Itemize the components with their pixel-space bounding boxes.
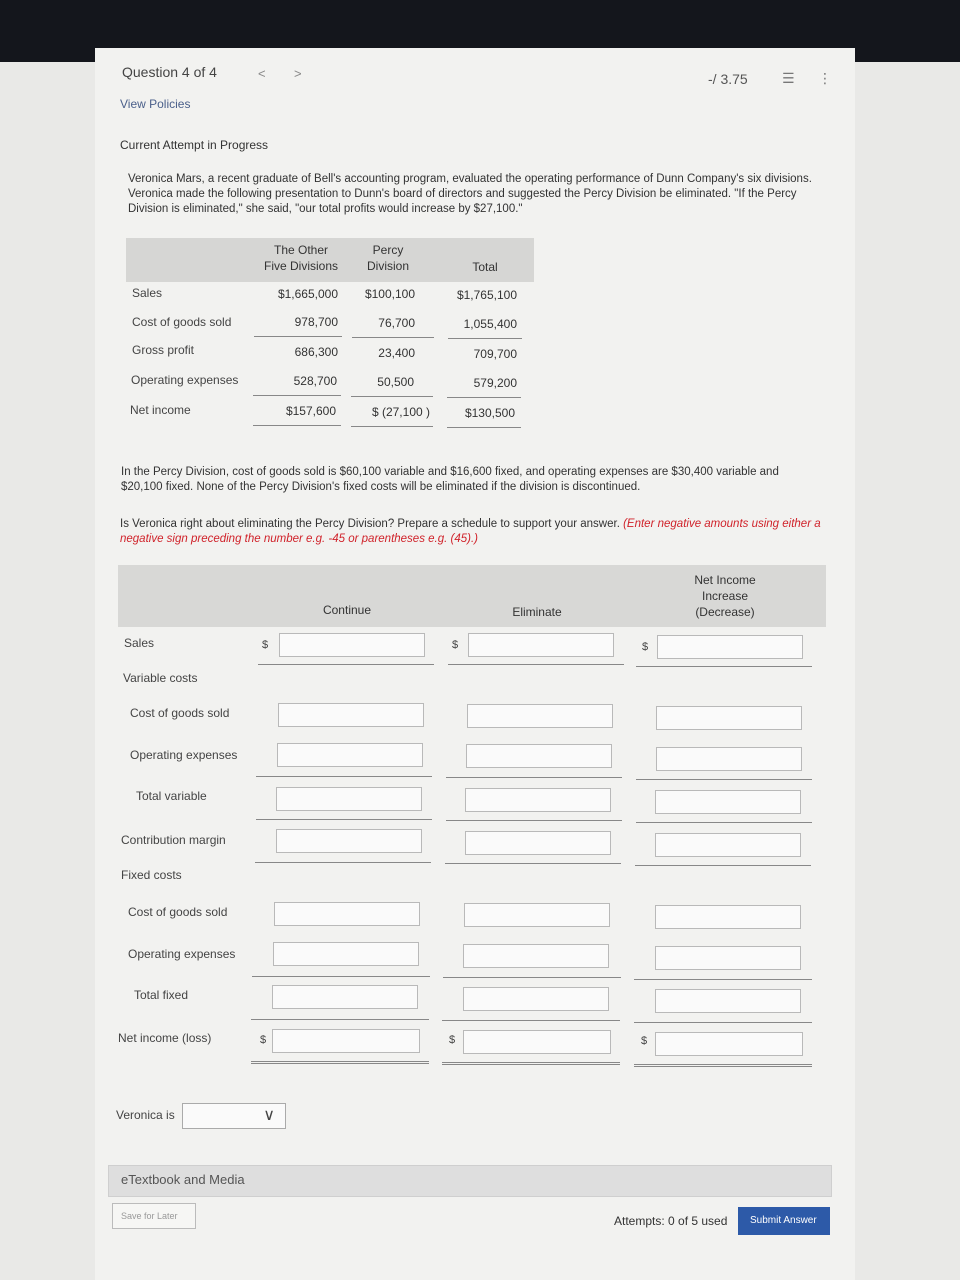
net-income-eliminate-input[interactable] <box>463 1030 611 1054</box>
currency-symbol: $ <box>642 641 649 653</box>
fix-cogs-eliminate-input[interactable] <box>464 903 610 927</box>
total-fixed-net-input[interactable] <box>655 989 801 1013</box>
underline <box>443 977 621 978</box>
question-counter: Question 4 of 4 <box>122 64 217 80</box>
given-cell: 50,500 <box>377 375 414 389</box>
underline <box>636 666 812 667</box>
negative-amount-instruction: (Enter negative amounts using either a negative sign preceding the number e.g. -45 or parentheses e.g. (45).) <box>120 518 821 545</box>
header-line: The Other <box>273 243 329 257</box>
save-for-later-label: Save for Later <box>121 1211 178 1221</box>
submit-answer-button[interactable] <box>738 1207 830 1235</box>
double-underline <box>447 427 521 428</box>
total-variable-continue-input[interactable] <box>276 787 422 811</box>
var-opex-continue-input[interactable] <box>277 743 423 767</box>
underline <box>351 396 433 397</box>
attempts-counter: Attempts: 0 of 5 used <box>614 1214 728 1228</box>
schedule-label-fix-cogs: Cost of goods sold <box>128 905 228 919</box>
given-cell: 978,700 <box>294 315 338 329</box>
fix-opex-eliminate-input[interactable] <box>463 944 609 968</box>
given-cell: $100,100 <box>364 287 415 301</box>
underline <box>448 664 624 665</box>
given-cell: 76,700 <box>378 316 415 330</box>
total-fixed-eliminate-input[interactable] <box>463 987 609 1011</box>
schedule-label-net-income: Net income (loss) <box>118 1031 212 1045</box>
contribution-margin-eliminate-input[interactable] <box>465 831 611 855</box>
given-row-label: Operating expenses <box>131 373 239 387</box>
total-variable-eliminate-input[interactable] <box>465 788 611 812</box>
cost-behavior-note: In the Percy Division, cost of goods sold is $60,100 variable and $16,600 fixed, and operating expenses are $30,400 variable and $20,100 fixed. None of the Percy Division's fixed costs will be eliminated if the division is discontinued. <box>121 466 779 493</box>
schedule-label-fixed-costs: Fixed costs <box>121 868 182 882</box>
schedule-label-var-cogs: Cost of goods sold <box>130 706 230 720</box>
currency-symbol: $ <box>260 1034 267 1046</box>
double-underline <box>253 425 341 426</box>
given-cell: 686,300 <box>294 345 338 359</box>
more-options-icon[interactable]: ⋮ <box>818 70 832 86</box>
underline <box>252 976 430 977</box>
next-question-icon[interactable]: > <box>294 66 302 81</box>
column-header-eliminate: Eliminate <box>512 605 562 619</box>
underline <box>256 776 432 777</box>
fix-cogs-continue-input[interactable] <box>274 902 420 926</box>
currency-symbol: $ <box>452 639 459 651</box>
column-header-other-divisions <box>258 242 344 274</box>
fix-cogs-net-input[interactable] <box>655 905 801 929</box>
column-header-total: Total <box>472 260 498 274</box>
var-cogs-eliminate-input[interactable] <box>467 704 613 728</box>
underline <box>445 863 621 864</box>
underline <box>253 395 341 396</box>
column-header-continue: Continue <box>322 603 372 617</box>
attempt-status: Current Attempt in Progress <box>120 138 269 152</box>
etextbook-media-label: eTextbook and Media <box>121 1172 245 1187</box>
total-fixed-continue-input[interactable] <box>272 985 418 1009</box>
schedule-label-var-opex: Operating expenses <box>130 748 238 762</box>
sales-net-input[interactable] <box>657 635 803 659</box>
contribution-margin-net-input[interactable] <box>655 833 801 857</box>
given-row-label: Cost of goods sold <box>132 315 232 329</box>
question-prompt <box>120 517 840 547</box>
etextbook-media-panel[interactable] <box>108 1165 832 1197</box>
total-variable-net-input[interactable] <box>655 790 801 814</box>
save-for-later-button[interactable] <box>112 1203 196 1229</box>
underline <box>256 819 432 820</box>
submit-answer-label: Submit Answer <box>750 1215 817 1226</box>
given-row-label: Sales <box>132 286 163 300</box>
given-cell: $130,500 <box>464 406 515 420</box>
given-cell: 579,200 <box>473 376 517 390</box>
given-cell: $157,600 <box>285 404 336 418</box>
header-line: Percy <box>372 243 404 257</box>
var-opex-eliminate-input[interactable] <box>466 744 612 768</box>
schedule-label-variable-costs: Variable costs <box>123 671 198 685</box>
header-line: Increase <box>701 589 749 603</box>
underline <box>634 1022 812 1023</box>
double-underline <box>442 1062 620 1065</box>
underline <box>258 664 434 665</box>
schedule-label-sales: Sales <box>124 636 155 650</box>
var-cogs-net-input[interactable] <box>656 706 802 730</box>
given-cell: 709,700 <box>473 347 517 361</box>
problem-statement: Veronica Mars, a recent graduate of Bell's accounting program, evaluated the operating performance of Dunn Company's six divisions. Veronica made the following presentation to Dunn's board of directors and suggested the Percy Division be eliminated. "If the Percy Division is eliminated," she said, "our total profits would increase by $27,100." <box>128 173 812 215</box>
sales-eliminate-input[interactable] <box>468 633 614 657</box>
var-opex-net-input[interactable] <box>656 747 802 771</box>
given-cell: $1,765,100 <box>456 288 517 302</box>
fix-opex-net-input[interactable] <box>655 946 801 970</box>
underline <box>352 337 434 338</box>
header-line: Division <box>366 259 409 273</box>
given-cell: $ (27,100 ) <box>371 405 430 419</box>
list-icon[interactable]: ☰ <box>782 70 795 86</box>
currency-symbol: $ <box>641 1035 648 1047</box>
given-cell: 528,700 <box>293 374 337 388</box>
view-policies-link[interactable]: View Policies <box>120 97 191 111</box>
double-underline <box>251 1061 429 1064</box>
header-line: Five Divisions <box>263 259 338 273</box>
contribution-margin-continue-input[interactable] <box>276 829 422 853</box>
double-underline <box>634 1064 812 1067</box>
net-income-continue-input[interactable] <box>272 1029 420 1053</box>
previous-question-icon[interactable]: < <box>258 66 266 81</box>
fix-opex-continue-input[interactable] <box>273 942 419 966</box>
column-header-net-income <box>676 572 774 620</box>
net-income-net-input[interactable] <box>655 1032 803 1056</box>
column-header-percy-division <box>356 242 420 274</box>
given-cell: 1,055,400 <box>463 317 517 331</box>
double-underline <box>351 426 433 427</box>
schedule-label-fix-opex: Operating expenses <box>128 947 236 961</box>
underline <box>442 1020 620 1021</box>
underline <box>448 338 522 339</box>
underline <box>254 336 342 337</box>
question-text: Is Veronica right about eliminating the Percy Division? Prepare a schedule to support your answer. <box>120 518 620 530</box>
sales-continue-input[interactable] <box>279 633 425 657</box>
veronica-is-label: Veronica is <box>116 1108 175 1122</box>
underline <box>635 865 811 866</box>
schedule-label-total-fixed: Total fixed <box>134 988 189 1002</box>
currency-symbol: $ <box>449 1034 456 1046</box>
underline <box>447 397 521 398</box>
underline <box>446 820 622 821</box>
header-line: (Decrease) <box>695 605 755 619</box>
given-cell: $1,665,000 <box>277 287 338 301</box>
underline <box>636 822 812 823</box>
header-line: Net Income <box>694 573 756 587</box>
given-row-label: Gross profit <box>132 343 195 357</box>
schedule-label-contribution-margin: Contribution margin <box>121 833 226 847</box>
currency-symbol: $ <box>262 639 269 651</box>
underline <box>446 777 622 778</box>
underline <box>251 1019 429 1020</box>
chevron-down-icon: ∨ <box>263 1107 275 1124</box>
underline <box>636 779 812 780</box>
underline <box>634 979 812 980</box>
given-cell: 23,400 <box>378 346 415 360</box>
given-row-label: Net income <box>130 403 191 417</box>
veronica-answer-select[interactable] <box>182 1103 286 1129</box>
schedule-label-total-variable: Total variable <box>136 789 207 803</box>
var-cogs-continue-input[interactable] <box>278 703 424 727</box>
score-display: -/ 3.75 <box>708 71 748 87</box>
underline <box>255 862 431 863</box>
